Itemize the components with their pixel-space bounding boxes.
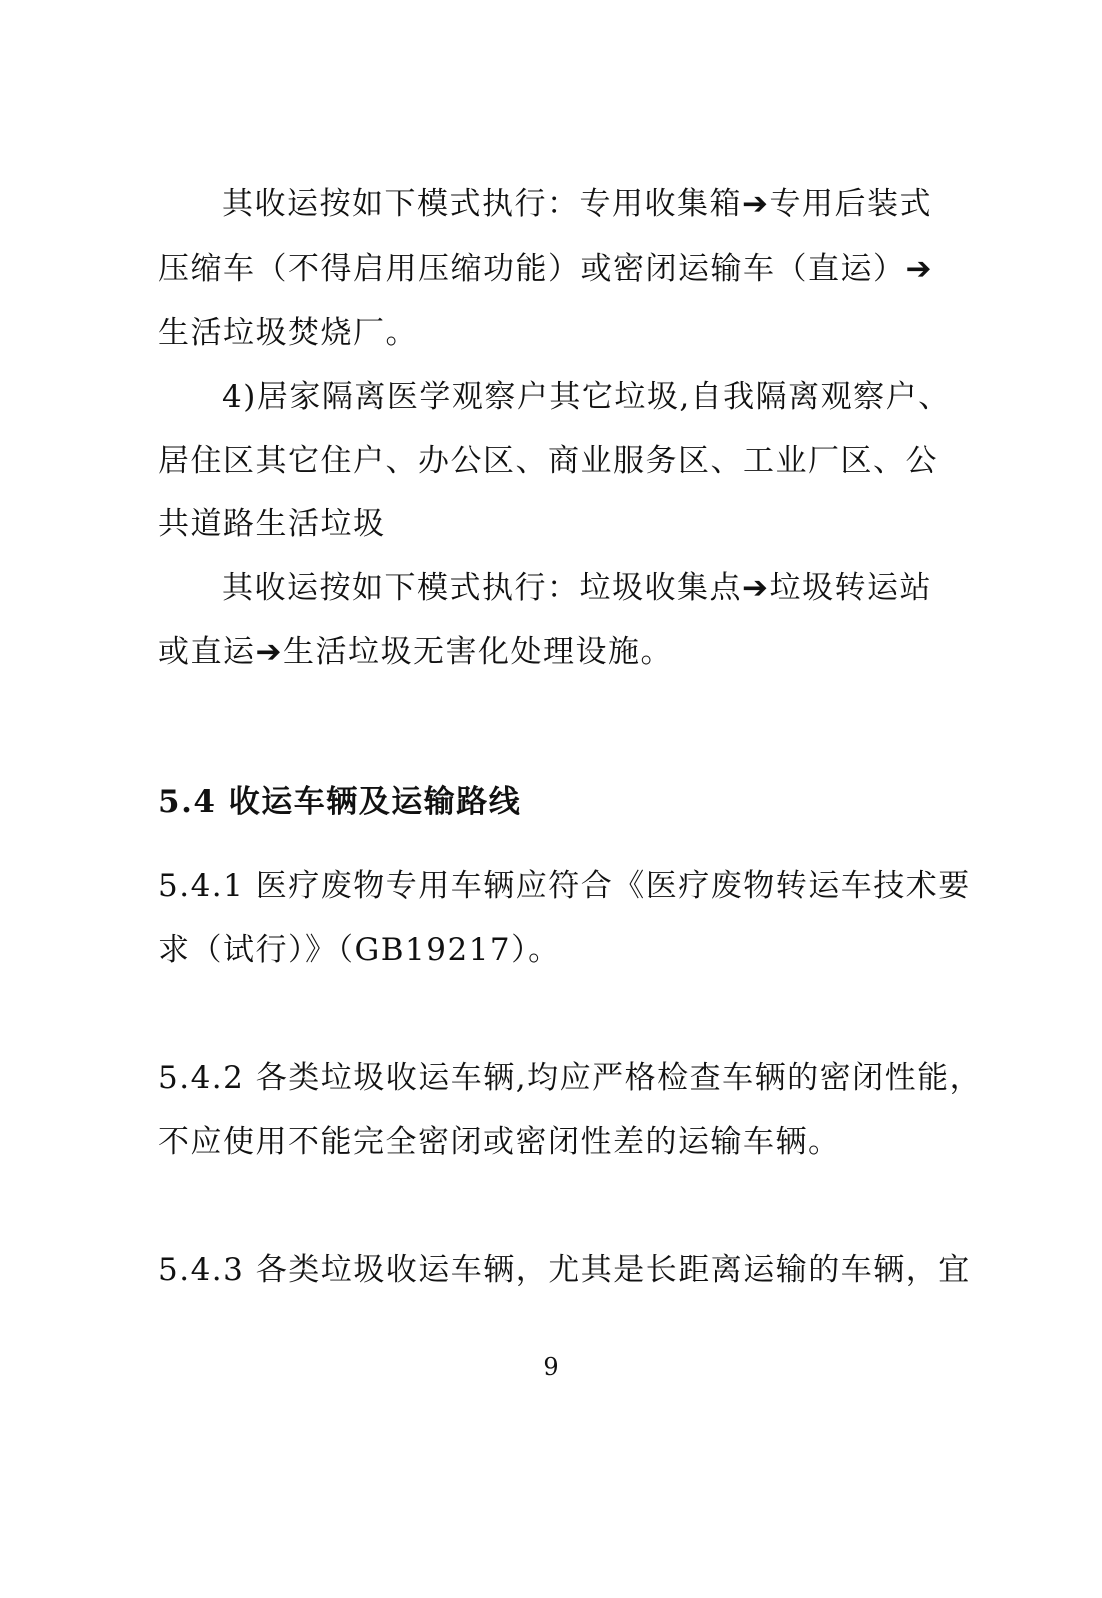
paragraph-line: 生活垃圾焚烧厂。 — [158, 315, 418, 351]
paragraph-line: 其收运按如下模式执行：垃圾收集点➔垃圾转运站 — [222, 570, 932, 606]
page-number: 9 — [543, 1353, 559, 1381]
clause-line: 5.4.2 各类垃圾收运车辆,均应严格检查车辆的密闭性能， — [158, 1060, 983, 1096]
paragraph-line: 其收运按如下模式执行：专用收集箱➔专用后装式 — [222, 186, 932, 222]
clause-line: 求（试行）》（GB19217）。 — [158, 932, 561, 968]
paragraph-line: 或直运➔生活垃圾无害化处理设施。 — [158, 634, 673, 670]
paragraph-line: 共道路生活垃圾 — [158, 506, 386, 542]
section-heading: 5.4 收运车辆及运输路线 — [158, 784, 522, 820]
paragraph-line: 居住区其它住户、办公区、商业服务区、工业厂区、公 — [158, 443, 938, 479]
clause-line: 不应使用不能完全密闭或密闭性差的运输车辆。 — [158, 1124, 841, 1160]
paragraph-line: 4)居家隔离医学观察户其它垃圾,自我隔离观察户、 — [222, 379, 951, 415]
clause-line: 5.4.3 各类垃圾收运车辆，尤其是长距离运输的车辆，宜 — [158, 1252, 971, 1288]
paragraph-line: 压缩车（不得启用压缩功能）或密闭运输车（直运）➔ — [158, 251, 933, 287]
clause-line: 5.4.1 医疗废物专用车辆应符合《医疗废物转运车技术要 — [158, 868, 971, 904]
